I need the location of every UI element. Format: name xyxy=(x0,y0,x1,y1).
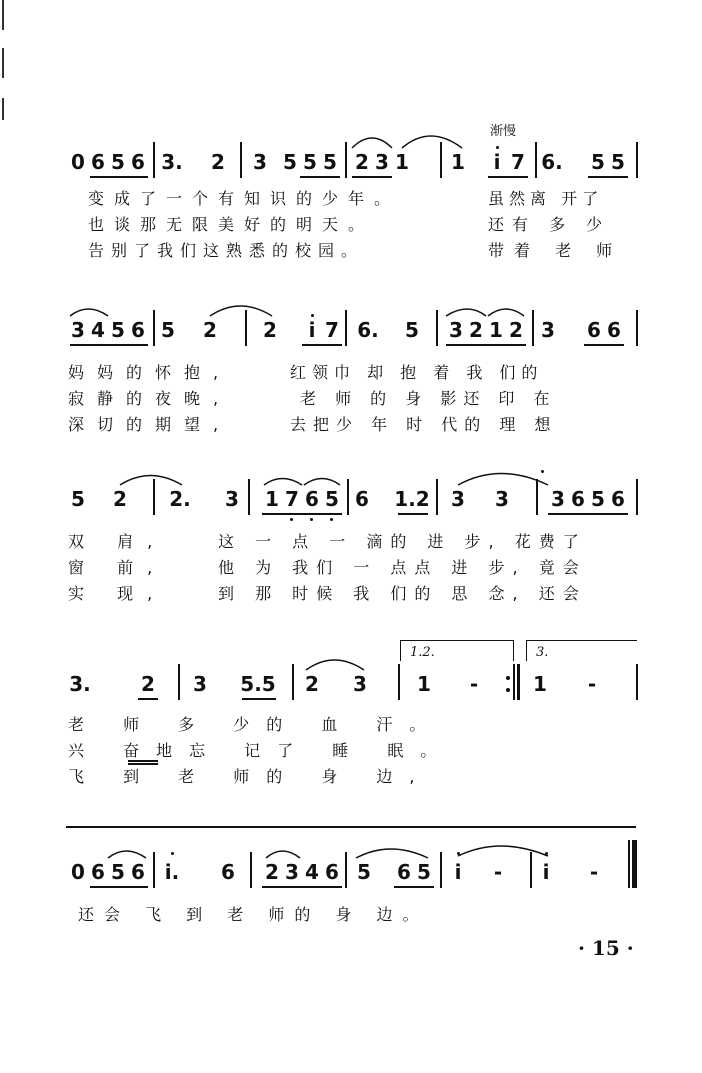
note: 6 xyxy=(355,487,369,511)
lyric-line: 也谈那无限美好的明天。 xyxy=(88,215,375,234)
note: 0 xyxy=(71,150,85,174)
note: 5 xyxy=(591,487,605,511)
lyric-line: 去把少 年 时 代的 理 想 xyxy=(290,415,558,434)
note: 0 xyxy=(71,860,85,884)
note: 6 xyxy=(131,150,145,174)
note: 7 xyxy=(511,150,525,174)
note: 6 xyxy=(221,860,235,884)
lyric-line: 妈妈的怀抱, xyxy=(68,363,232,382)
lyric-line: 窗 前, xyxy=(68,558,167,577)
note: 4 xyxy=(91,318,105,342)
lyric-line: 虽然离 开了 xyxy=(488,189,604,208)
note: 3 xyxy=(375,150,389,174)
note: 3. xyxy=(69,672,91,696)
note: 2 xyxy=(141,672,155,696)
lyric-line: 老 师 多 少的 血 汗。 xyxy=(68,715,443,734)
note: 1 xyxy=(417,672,431,696)
note: 3 xyxy=(253,150,267,174)
note: 5 xyxy=(323,150,337,174)
note: 3. xyxy=(161,150,183,174)
lyric-line: 告别了我们这熟悉的校园。 xyxy=(88,241,365,260)
note: 2 xyxy=(265,860,279,884)
note: i. xyxy=(164,860,180,884)
note: - xyxy=(493,860,503,884)
lyric-line: 双 肩, xyxy=(68,532,167,551)
note: 5 xyxy=(71,487,85,511)
note: i xyxy=(454,860,462,884)
lyric-line: 带着 老 师 xyxy=(488,241,623,260)
note: 3 xyxy=(285,860,299,884)
volta-label-3: 3. xyxy=(536,645,549,660)
lyric-line: 兴 奋地忘 记了 睡 眠。 xyxy=(68,741,454,760)
volta-label-1: 1.2. xyxy=(410,645,435,660)
lyric-line: 这 一 点 一 滴的 进 步, 花费了 xyxy=(218,532,587,551)
note: 3 xyxy=(353,672,367,696)
note: 1 xyxy=(533,672,547,696)
note: 1 xyxy=(395,150,409,174)
note: 6 xyxy=(325,860,339,884)
note: i xyxy=(308,318,316,342)
note: 1 xyxy=(489,318,503,342)
note: 7 xyxy=(325,318,339,342)
note: 2 xyxy=(203,318,217,342)
note: 5 xyxy=(325,487,339,511)
note: 6 xyxy=(611,487,625,511)
note: 2 xyxy=(509,318,523,342)
note: - xyxy=(587,672,597,696)
note: 5 xyxy=(111,318,125,342)
note: 5 xyxy=(111,860,125,884)
note: 2 xyxy=(263,318,277,342)
lyric-line: 寂静的夜晚, xyxy=(68,389,232,408)
note: 2 xyxy=(469,318,483,342)
lyric-line: 还有 多 少 xyxy=(488,215,611,234)
note: 1 xyxy=(265,487,279,511)
note: 3 xyxy=(225,487,239,511)
lyric-line: 实 现, xyxy=(68,584,167,603)
lyric-line: 他 为 我们 一 点点 进 步, 竟会 xyxy=(218,558,587,577)
note: 6. xyxy=(357,318,379,342)
note: 5 xyxy=(303,150,317,174)
note: 5 xyxy=(405,318,419,342)
note: 6 xyxy=(131,318,145,342)
note: i xyxy=(493,150,501,174)
note: 3 xyxy=(71,318,85,342)
note: 2 xyxy=(355,150,369,174)
note: 5 xyxy=(591,150,605,174)
note: 6 xyxy=(91,150,105,174)
note: 2 xyxy=(305,672,319,696)
note: 5 xyxy=(611,150,625,174)
note: 2 xyxy=(211,150,225,174)
tempo-mark: 渐慢 xyxy=(490,124,517,139)
note: 6. xyxy=(541,150,563,174)
note: 2. xyxy=(169,487,191,511)
note: - xyxy=(469,672,479,696)
note: 3 xyxy=(449,318,463,342)
note: 6 xyxy=(131,860,145,884)
note: 6 xyxy=(587,318,601,342)
note: 3 xyxy=(193,672,207,696)
lyric-line: 到 那 时候 我 们的 思 念, 还会 xyxy=(218,584,587,603)
note: 5 xyxy=(111,150,125,174)
note: 6 xyxy=(571,487,585,511)
note: i xyxy=(542,860,550,884)
page-number: · 15 · xyxy=(578,936,634,960)
note: 1 xyxy=(451,150,465,174)
note: 6 xyxy=(305,487,319,511)
lyric-line: 飞 到 老 师的 身 边, xyxy=(68,767,432,786)
note: 7 xyxy=(285,487,299,511)
lyric-line: 老 师 的 身 影还 印 在 xyxy=(300,389,557,408)
note: 3 xyxy=(451,487,465,511)
note: 5.5 xyxy=(240,672,276,696)
note: 5 xyxy=(417,860,431,884)
note: 1.2 xyxy=(394,487,430,511)
lyric-line: 还会 飞 到 老 师的 身 边。 xyxy=(78,905,429,924)
note: 6 xyxy=(397,860,411,884)
note: 5 xyxy=(283,150,297,174)
note: 4 xyxy=(305,860,319,884)
lyric-line: 变成了一个有知识的少年。 xyxy=(88,189,401,208)
note: 5 xyxy=(357,860,371,884)
lyric-line: 深切的期望, xyxy=(68,415,232,434)
note: 6 xyxy=(607,318,621,342)
lyric-line: 红领巾 却 抱 着 我 们的 xyxy=(290,363,544,382)
note: - xyxy=(589,860,599,884)
note: 2 xyxy=(113,487,127,511)
note: 6 xyxy=(91,860,105,884)
note: 5 xyxy=(161,318,175,342)
note: 3 xyxy=(551,487,565,511)
note: 3 xyxy=(541,318,555,342)
note: 3 xyxy=(495,487,509,511)
